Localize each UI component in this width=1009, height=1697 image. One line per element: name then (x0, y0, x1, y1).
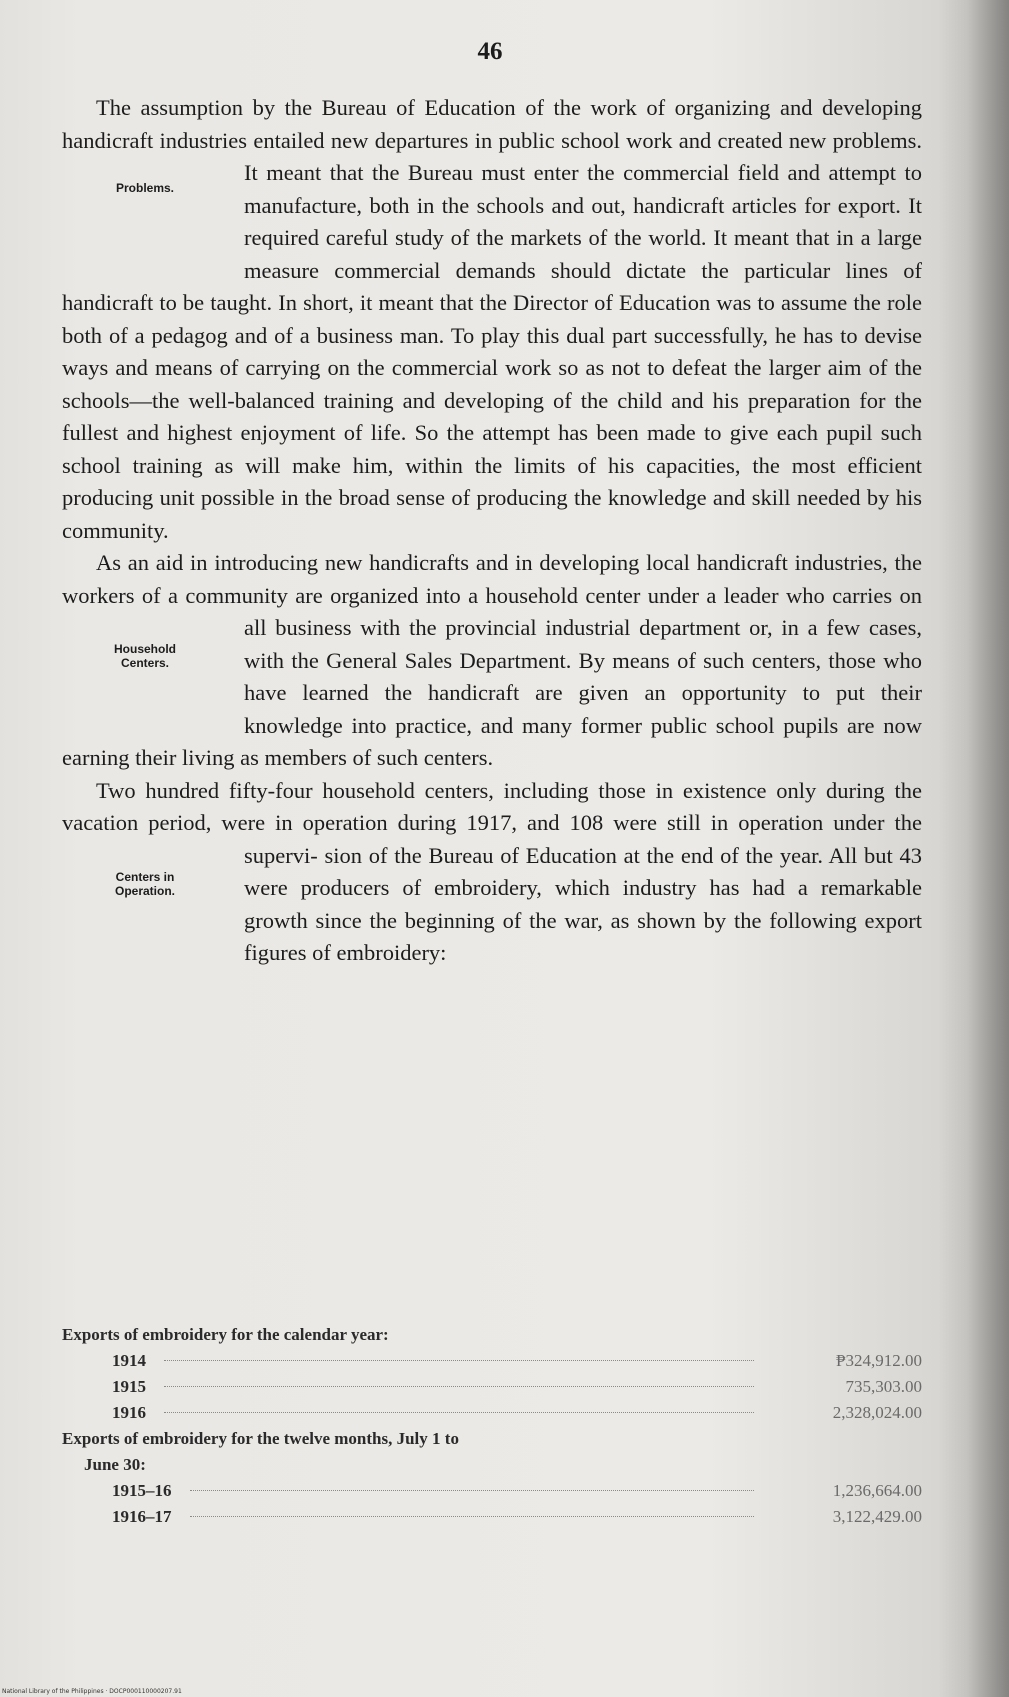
dot-leader (190, 1516, 755, 1517)
margin-note-centers-in-operation (62, 842, 240, 940)
exports-row (62, 1478, 922, 1504)
dot-leader (164, 1412, 754, 1413)
dot-leader (190, 1490, 755, 1491)
page-edge-shadow (967, 0, 1009, 1697)
dot-leader (164, 1360, 754, 1361)
exports-calendar-heading: Exports of embroidery for the calendar year: (62, 1325, 389, 1344)
exports-table (62, 1322, 922, 1530)
paragraph-household-centers (62, 547, 922, 775)
paragraph-text-lead: The assumption by the Bureau of Education of the work of organizing and developing handicraft industries entailed new departures in public school work and created new problems. (62, 95, 922, 153)
exports-row-value: 1,236,664.00 (832, 1481, 922, 1500)
paragraph-text-lead: As an aid in introducing new handicrafts and in developing local handicraft industries, the workers of a community are organized into a household center under a leader who carries (62, 550, 922, 608)
scan-credit: National Library of the Philippines · DOCP000110000207.91 (2, 1688, 182, 1695)
body-text (62, 92, 922, 970)
exports-row-label: 1916–17 (112, 1507, 172, 1526)
exports-row-value: 735,303.00 (845, 1377, 922, 1396)
paragraph-problems (62, 92, 922, 547)
exports-row-value: ₱324,912.00 (836, 1351, 922, 1370)
margin-note-label-line2: Operation. (114, 883, 175, 898)
dot-leader (164, 1386, 754, 1387)
margin-note-label-line1: Household (114, 642, 176, 656)
exports-row (62, 1374, 922, 1400)
exports-row-label: 1916 (112, 1403, 146, 1422)
exports-row (62, 1504, 922, 1530)
paragraph-text-body: sion of the Bureau of Education at the end of the year. All but 43 were producers of embroidery, which industry has had a remarkable growth since the beginning of the war, as shown by the following export figures of embroidery: (244, 842, 923, 965)
exports-row (62, 1348, 922, 1374)
margin-note-label-line1: Centers in (115, 869, 175, 884)
exports-row-value: 3,122,429.00 (832, 1507, 922, 1526)
paragraph-text-body: on all business with the provincial industrial department or, in a few cases, with the General Sales Department. By means of such centers, those who have learned the handicraft are given an opportunity to put their knowledge into practice, and many former public school pupils are now earning their living as members of such centers. (62, 582, 922, 770)
paragraph-text-body: It meant that the Bureau must enter the commercial field and attempt to manufacture, both in the schools and out, handicraft articles for export. It required careful study of the markets of the world. It meant that in a large measure commercial demands should dictate the particular lines of handicraft to be taught. In short, it meant that the Director of Education was to assume the role both of a pedagog and of a business man. To play this dual part successfully, he has to devise ways and means of carrying on the commercial work so as not to defeat the larger aim of the schools—the well-balanced training and developing of the child and his preparation for the fullest and highest enjoyment of life. So the attempt has been made to give each pupil such school training as will make him, within the limits of his capacities, the most efficient producing unit possible in the broad sense of producing the knowledge and skill needed by his community. (62, 160, 922, 543)
margin-note-household-centers (62, 614, 240, 712)
page-number: 46 (477, 38, 503, 65)
margin-note-problems (62, 159, 240, 257)
exports-row-value: 2,328,024.00 (832, 1403, 922, 1422)
exports-fiscal-heading: Exports of embroidery for the twelve months, July 1 to (62, 1429, 459, 1448)
exports-row-label: 1915 (112, 1377, 146, 1396)
exports-fiscal-heading-cont: June 30: (84, 1455, 146, 1474)
paragraph-text-lead: Two hundred fifty-four household centers, including those in existence only during the vacation period, were in operation during 1917, and 108 were still in operation under the supervi- (62, 777, 922, 868)
margin-note-label: Problems. (115, 181, 175, 195)
exports-row (62, 1400, 922, 1426)
margin-note-label-line2: Centers. (120, 656, 170, 670)
exports-row-label: 1915–16 (112, 1481, 172, 1500)
exports-row-label: 1914 (112, 1351, 146, 1370)
paragraph-centers-in-operation (62, 775, 922, 970)
